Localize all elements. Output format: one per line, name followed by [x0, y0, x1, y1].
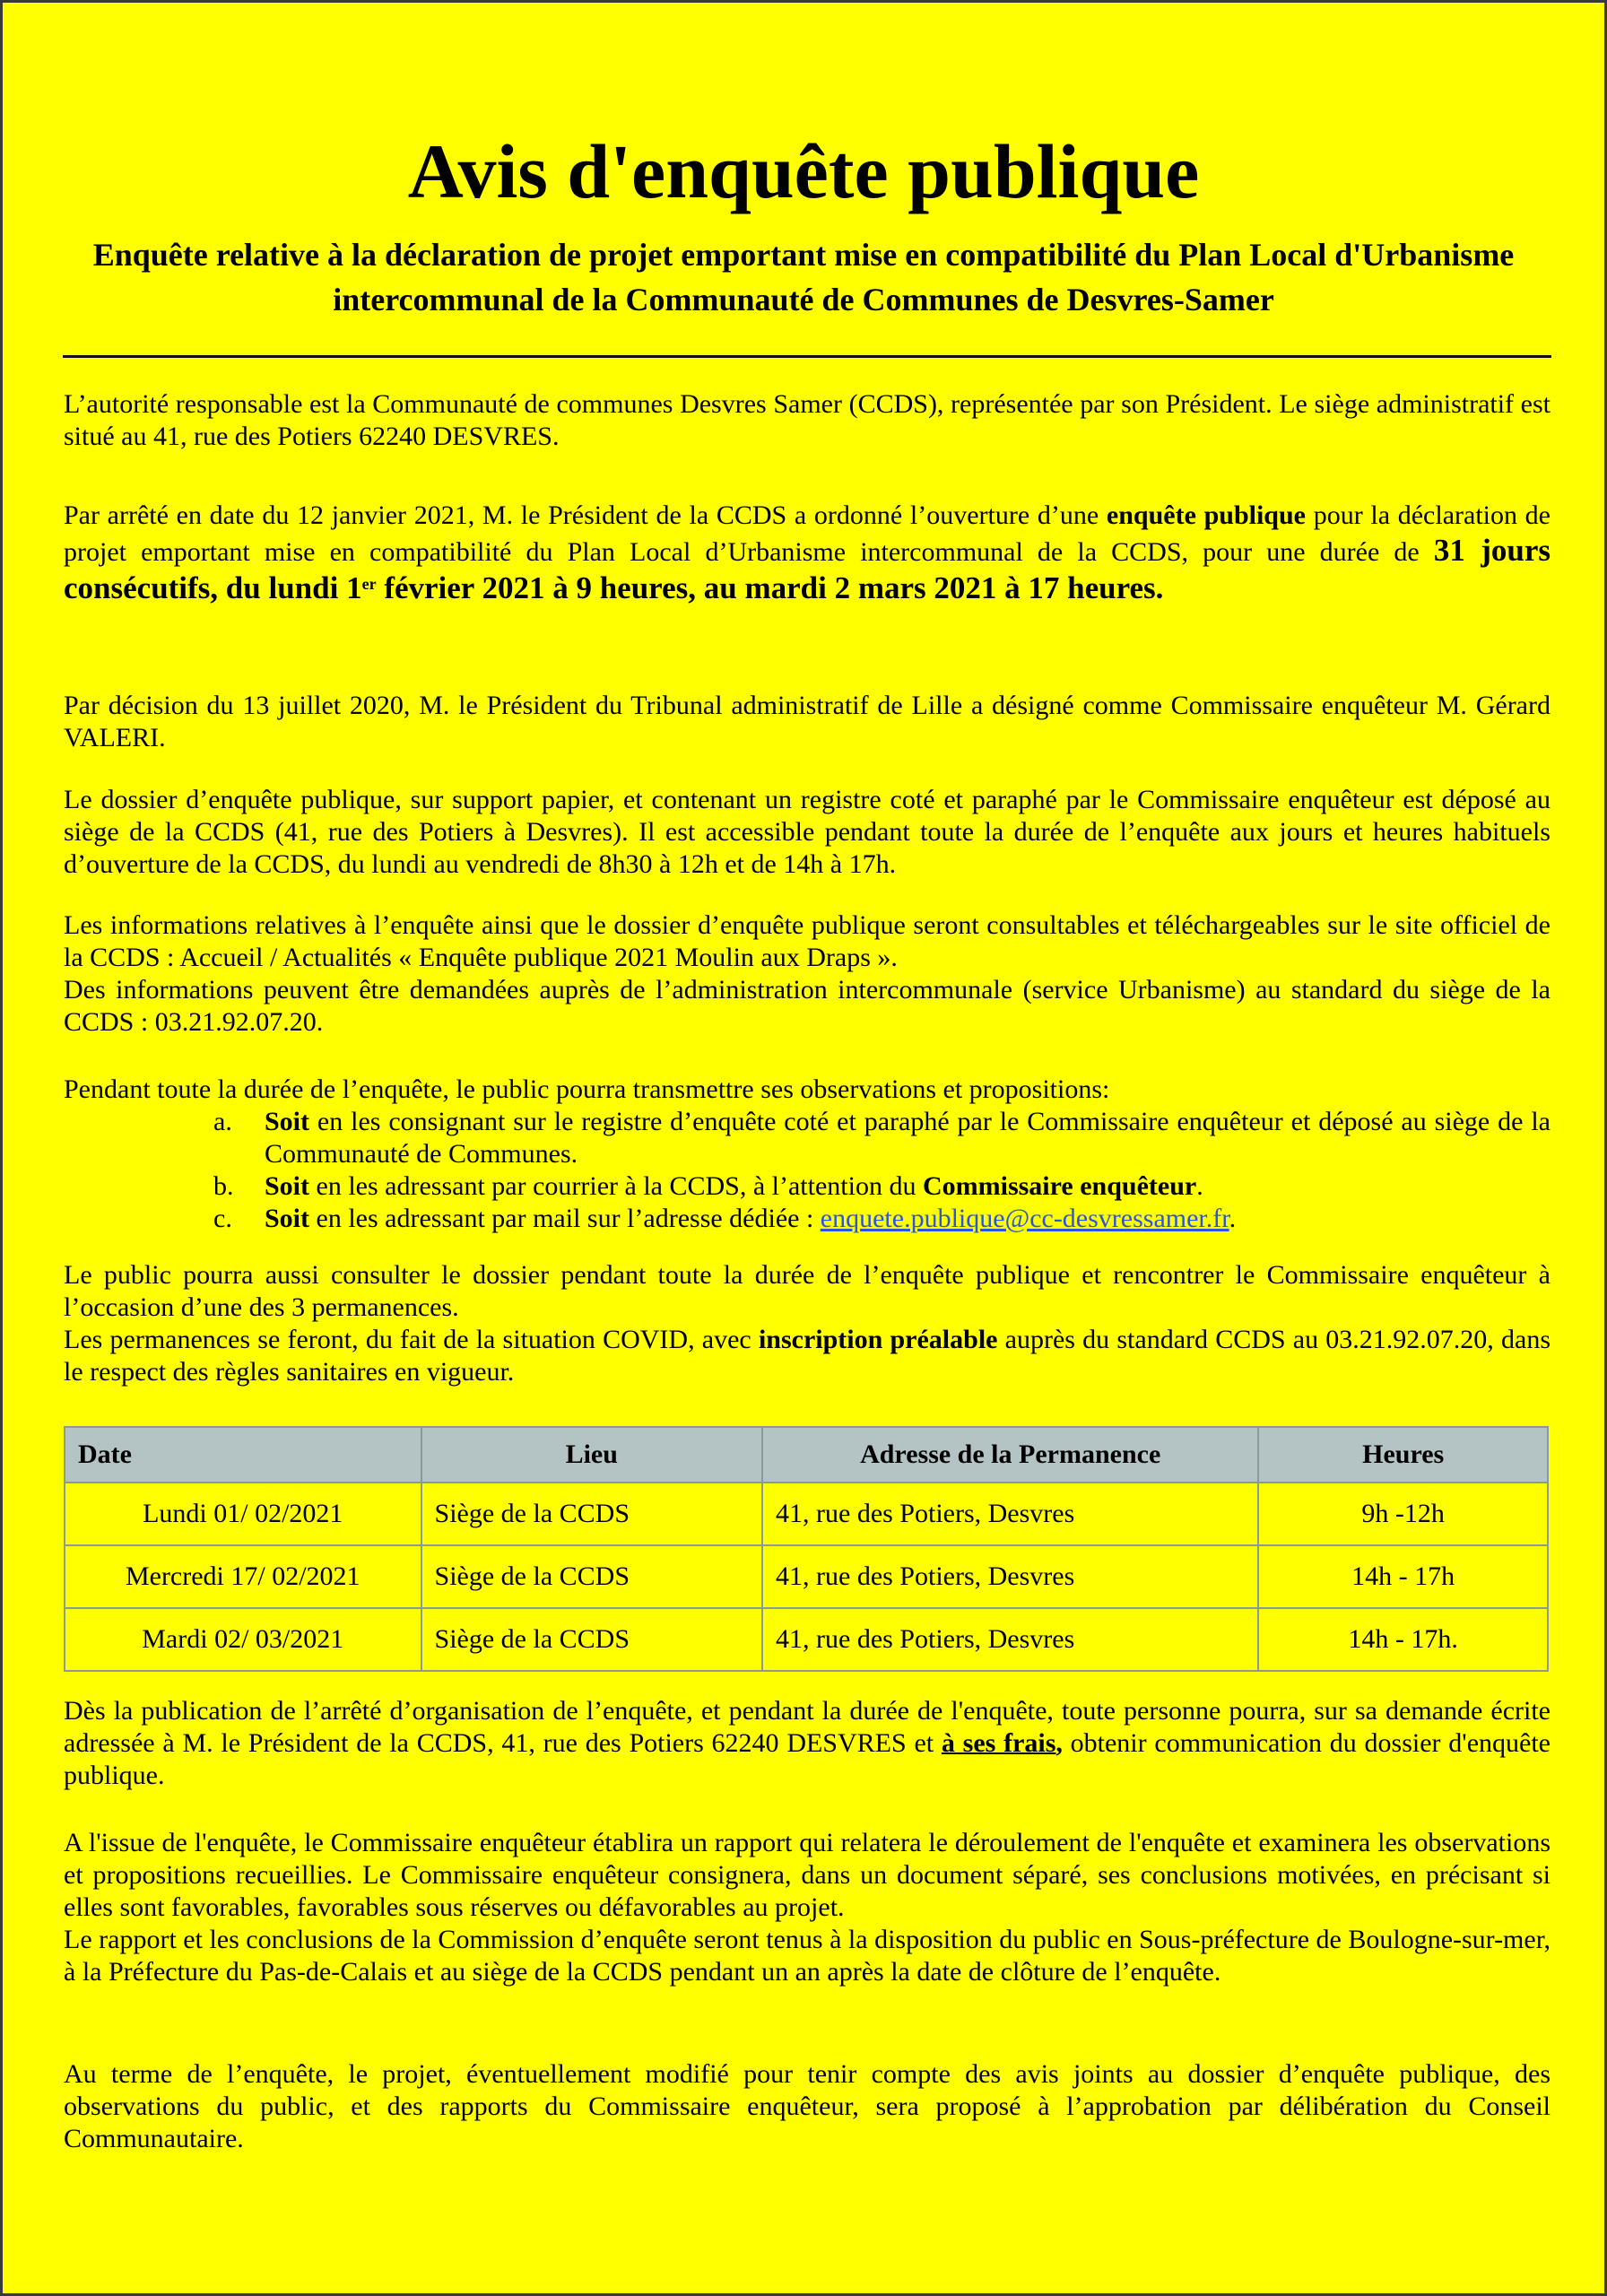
duration-bold-2: février 2021 à 9 heures, au mardi 2 mars 2021 à 17 heures.: [376, 570, 1164, 605]
header-adresse: Adresse de la Permanence: [762, 1427, 1258, 1483]
cell-adresse: 41, rue des Potiers, Desvres: [762, 1608, 1258, 1671]
paragraph-rapport: [64, 1827, 1551, 1988]
informations-text-2: Des informations peuvent être demandées auprès de l’administration intercommunale (service Urbanisme) au standard du siège de la CCDS : 03.21.92.07.20.: [64, 975, 1551, 1037]
permanences-table: [64, 1426, 1549, 1672]
rapport-text-2: Le rapport et les conclusions de la Commission d’enquête seront tenus à la disposition du public en Sous-préfecture de Boulogne-sur-mer, à la Préfecture du Pas-de-Calais et au siège de la CCDS pendant un an après la date de clôture de l’enquête.: [64, 1925, 1551, 1987]
rapport-text-1: A l'issue de l'enquête, le Commissaire enquêteur établira un rapport qui relatera le déroulement de l'enquête et examinera les observations et propositions recueillies. Le Commissaire enquêteur consignera, dans un document séparé, ses conclusions motivées, en précisant si elles sont favorables, favorables sous réserves ou défavorables au projet.: [64, 1828, 1551, 1922]
page-subtitle: Enquête relative à la déclaration de projet emportant mise en compatibilité du Plan Local d'Urbanisme intercommunal de la Communauté de Communes de Desvres-Samer: [92, 237, 1515, 317]
communication-text: [64, 1695, 1551, 1792]
list-marker: b.: [213, 1171, 234, 1201]
list-item: [64, 1203, 1551, 1235]
observations-intro: Pendant toute la durée de l’enquête, le public pourra transmettre ses observations et propositions:: [64, 1074, 1110, 1104]
duration-bold-1: 31 jours consécutifs, du lundi 1: [64, 533, 1551, 605]
arrete-text-part2: pour la déclaration de projet emportant mise en compatibilité du Plan Local d’Urbanisme intercommunal de la CCDS, pour une durée de: [64, 500, 1551, 567]
cell-date: Mardi 02/ 03/2021: [65, 1608, 421, 1671]
inscription-prealable-bold: inscription préalable: [758, 1325, 998, 1354]
arrete-text-part1: Par arrêté en date du 12 janvier 2021, M. le Président de la CCDS a ordonné l’ouverture d’une: [64, 500, 1107, 530]
permanences-text-1: Le public pourra aussi consulter le dossier pendant toute la durée de l’enquête publique et rencontrer le Commissaire enquêteur à l’occasion d’une des 3 permanences.: [64, 1260, 1551, 1322]
a-ses-frais-bold-underlined: à ses frais,: [941, 1728, 1063, 1758]
paragraph-decision: [64, 690, 1551, 754]
list-item-text: en les consignant sur le registre d’enquête coté et paraphé par le Commissaire enquêteur et déposé au siège de la Communauté de Communes.: [265, 1107, 1551, 1169]
list-item-tail: .: [1196, 1171, 1203, 1201]
informations-text-1: Les informations relatives à l’enquête ainsi que le dossier d’enquête publique seront consultables et téléchargeables sur le site officiel de la CCDS : Accueil / Actualités « Enquête publique 2021 Moulin aux Draps ».: [64, 910, 1551, 972]
cell-adresse: 41, rue des Potiers, Desvres: [762, 1483, 1258, 1545]
authority-text: L’autorité responsable est la Communauté de communes Desvres Samer (CCDS), représentée par son Président. Le siège administratif est situé au 41, rue des Potiers 62240 DESVRES.: [64, 389, 1551, 451]
table-row: [65, 1608, 1548, 1671]
paragraph-informations: [64, 909, 1551, 1039]
list-marker: a.: [213, 1107, 232, 1136]
cell-adresse: 41, rue des Potiers, Desvres: [762, 1545, 1258, 1608]
header-lieu: Lieu: [421, 1427, 763, 1483]
enquete-publique-bold: enquête publique: [1106, 500, 1306, 530]
table-row: [65, 1483, 1548, 1545]
list-item-tail: .: [1229, 1204, 1237, 1233]
cell-lieu: Siège de la CCDS: [421, 1608, 763, 1671]
list-item-text: en les adressant par courrier à la CCDS, à l’attention du: [309, 1171, 923, 1201]
email-link[interactable]: enquete.publique@cc-desvressamer.fr: [820, 1204, 1229, 1233]
header-date: Date: [65, 1427, 421, 1483]
dossier-text: Le dossier d’enquête publique, sur support papier, et contenant un registre coté et paraphé par le Commissaire enquêteur est déposé au siège de la CCDS (41, rue des Potiers à Desvres). Il est accessible pendant toute la durée de l’enquête aux jours et heures habituels d’ouverture de la CCDS, du lundi au vendredi de 8h30 à 12h et de 14h à 17h.: [64, 785, 1551, 879]
cell-date: Mercredi 17/ 02/2021: [65, 1545, 421, 1608]
paragraph-communication: [64, 1695, 1551, 1792]
paragraph-arrete: [64, 500, 1551, 607]
observations-list: [64, 1106, 1551, 1235]
cell-lieu: Siège de la CCDS: [421, 1545, 763, 1608]
paragraph-conclusion: [64, 2058, 1551, 2155]
duration-superscript: er: [361, 575, 377, 593]
soit-bold: Soit: [265, 1171, 310, 1201]
list-marker: c.: [213, 1204, 232, 1233]
paragraph-permanences: [64, 1259, 1551, 1388]
table-row: [65, 1545, 1548, 1608]
page-title: Avis d'enquête publique: [407, 128, 1200, 214]
list-item: [64, 1170, 1551, 1203]
list-item: [64, 1106, 1551, 1170]
cell-heures: 9h -12h: [1258, 1483, 1548, 1545]
cell-date: Lundi 01/ 02/2021: [65, 1483, 421, 1545]
cell-heures: 14h - 17h: [1258, 1545, 1548, 1608]
soit-bold: Soit: [265, 1107, 310, 1136]
soit-bold: Soit: [265, 1204, 310, 1233]
communication-text-2: obtenir communication du dossier d'enquête publique.: [64, 1728, 1551, 1790]
table-header-row: [65, 1427, 1548, 1483]
permanences-text-2b: auprès du standard CCDS au 03.21.92.07.20, dans le respect des règles sanitaires en vigueur.: [64, 1325, 1551, 1387]
header-heures: Heures: [1258, 1427, 1548, 1483]
commissaire-bold: Commissaire enquêteur: [922, 1171, 1197, 1201]
title-divider: [63, 355, 1551, 358]
communication-text-1: Dès la publication de l’arrêté d’organisation de l’enquête, et pendant la durée de l'enquête, toute personne pourra, sur sa demande écrite adressée à M. le Président de la CCDS, 41, rue des Potiers 62240 DESVRES et: [64, 1696, 1551, 1758]
paragraph-dossier: [64, 784, 1551, 881]
paragraph-authority: [64, 388, 1551, 453]
list-item-text: en les adressant par mail sur l’adresse dédiée :: [309, 1204, 821, 1233]
cell-lieu: Siège de la CCDS: [421, 1483, 763, 1545]
permanences-text-2: [64, 1324, 1551, 1388]
decision-text: Par décision du 13 juillet 2020, M. le Président du Tribunal administratif de Lille a désigné comme Commissaire enquêteur M. Gérard VALERI.: [64, 691, 1551, 752]
conclusion-text: Au terme de l’enquête, le projet, éventuellement modifié pour tenir compte des avis joints au dossier d’enquête publique, des observations du public, et des rapports du Commissaire enquêteur, sera proposé à l’approbation par délibération du Conseil Communautaire.: [64, 2059, 1551, 2153]
cell-heures: 14h - 17h.: [1258, 1608, 1548, 1671]
arrete-text: [64, 500, 1551, 607]
paragraph-observations: [64, 1074, 1551, 1235]
permanences-text-2a: Les permanences se feront, du fait de la situation COVID, avec: [64, 1325, 759, 1354]
